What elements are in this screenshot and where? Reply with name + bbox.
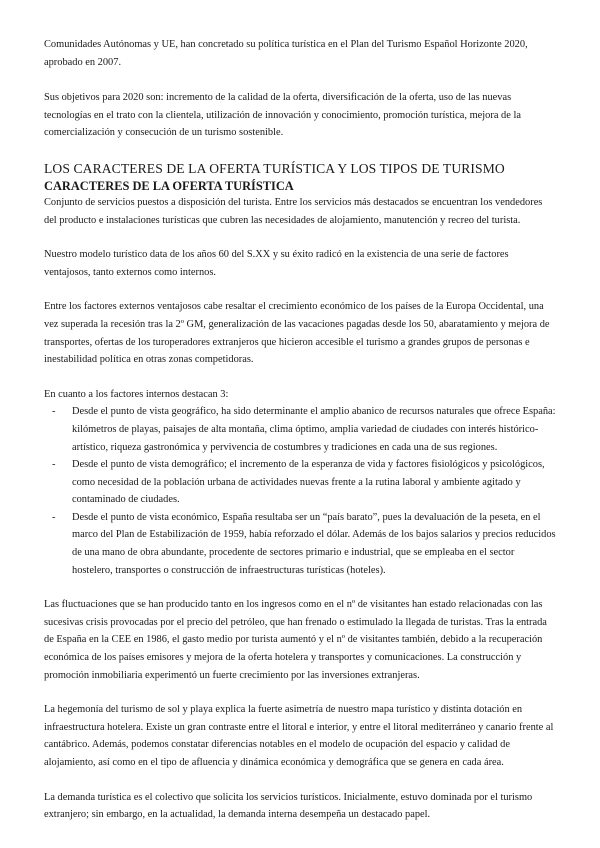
section-heading: LOS CARACTERES DE LA OFERTA TURÍSTICA Y LOS TIPOS DE TURISMO bbox=[44, 160, 505, 176]
list-item bbox=[52, 403, 556, 456]
paragraph-plan-horizonte: Comunidades Autónomas y UE, han concretado su política turística en el Plan del Turismo Español Horizonte 2020, aprobado en 2007. bbox=[44, 39, 528, 68]
dash-marker: - bbox=[52, 511, 56, 523]
dash-marker: - bbox=[52, 406, 56, 418]
paragraph-hegemonia: La hegemonía del turismo de sol y playa explica la fuerte asimetría de nuestro mapa turístico y distinta dotación en infraestructura hotelera. Existe un gran contraste entre el litoral e interior, y entre el litoral mediterráneo y canario frente al cantábrico. Además, podemos constatar diferencias notables en el modelo de ocupación del espacio y calidad de alojamiento, así como en el tipo de afluencia y dinámica económica y demográfica que se genera en cada área. bbox=[44, 704, 554, 768]
paragraph-factores-externos: Entre los factores externos ventajosos cabe resaltar el crecimiento económico de los países de la Europa Occidental, una vez superada la recesión tras la 2º GM, generalización de las vacaciones pagadas desde los 50, abaratamiento y mejora de transportes, ofertas de los turoperadores extranjeros que hicieron accesible el turismo a grandes grupos de personas e inestabilidad política en otras zonas competidoras. bbox=[44, 301, 550, 366]
list-item-text: Desde el punto de vista demográfico; el incremento de la esperanza de vida y factores fisiológicos y psicológicos, como necesidad de la población urbana de actividades nuevas frente a la rutina laboral y ambiente agitado y contaminado de ciudades. bbox=[72, 459, 545, 506]
paragraph-demanda: La demanda turística es el colectivo que solicita los servicios turísticos. Inicialmente, estuvo dominada por el turismo extranjero; sin embargo, en la actualidad, la demanda interna desempeña un destacado papel. bbox=[44, 791, 533, 821]
dash-marker: - bbox=[52, 459, 56, 471]
list-item bbox=[52, 456, 556, 509]
list-item-text: Desde el punto de vista económico, España resultaba ser un “país barato”, pues la devaluación de la peseta, en el marco del Plan de Estabilización de 1959, había reforzado el dólar. Además de los bajos salarios y precios reducidos de una mano de obra abundante, procedente de sectores primario e industrial, que se empleaba en el sector hostelero, transportes o construcción de infraestructuras turísticas (hoteles). bbox=[72, 511, 556, 576]
list-item-text: Desde el punto de vista geográfico, ha sido determinante el amplio abanico de recursos naturales que ofrece España: kilómetros de playas, paisajes de alta montaña, clima óptimo, amplia variedad de ciudades con interés histórico-artístico, riqueza gastronómica y pervivencia de costumbres y tradiciones en cada una de sus regiones. bbox=[72, 406, 556, 453]
paragraph-modelo-turistico: Nuestro modelo turístico data de los años 60 del S.XX y su éxito radicó en la existencia de una serie de factores ventajosos, tanto externos como internos. bbox=[44, 249, 509, 278]
paragraph-fluctuaciones: Las fluctuaciones que se han producido tanto en los ingresos como en el nº de visitantes han estado relacionadas con las sucesivas crisis provocadas por el precio del petróleo, que han frenado o estimulado la llegada de turistas. Tras la entrada de España en la CEE en 1986, el gasto medio por turista aumentó y el nº de visitantes también, debido a la recuperación económica de los países emisores y mejora de la oferta hotelera y transportes y comunicaciones. La construcción y promoción inmobiliaria experimentó un fuerte crecimiento por las inversiones extranjeras. bbox=[44, 599, 547, 681]
paragraph-objetivos: Sus objetivos para 2020 son: incremento de la calidad de la oferta, diversificación de la oferta, uso de las nuevas tecnologías en el trato con la clientela, utilización de innovación y conocimiento, promoción turística, mejora de la comercialización y consecución de un turismo sostenible. bbox=[44, 92, 521, 139]
list-item bbox=[52, 509, 556, 579]
paragraph-conjunto-servicios: Conjunto de servicios puestos a disposición del turista. Entre los servicios más destacados se encuentran los vendedores del producto e instalaciones turísticas que cubren las necesidades de alojamiento, manutención y recreo del turista. bbox=[44, 196, 543, 226]
factores-internos-list bbox=[44, 403, 556, 579]
subsection-heading: CARACTERES DE LA OFERTA TURÍSTICA bbox=[44, 178, 294, 193]
paragraph-factores-internos-intro: En cuanto a los factores internos destacan 3: bbox=[44, 388, 229, 400]
